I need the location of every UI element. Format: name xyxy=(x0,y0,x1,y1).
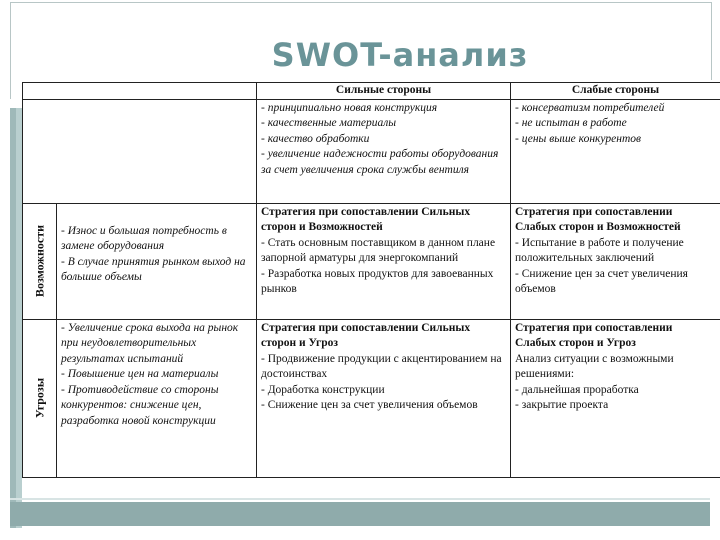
threat-item: - Повышение цен на материалы xyxy=(61,368,219,380)
slide-title: SWOT-анализ xyxy=(271,36,529,74)
threats-row xyxy=(23,319,720,477)
threats-label: Угрозы xyxy=(31,377,46,419)
opportunity-item: - В случае принятия рынком выход на большие объемы xyxy=(61,255,246,283)
weaknesses-header: Слабые стороны xyxy=(511,83,720,100)
wo-strategy-cell xyxy=(511,203,720,319)
opportunities-label: Возможности xyxy=(31,224,46,298)
so-strategy-heading: Стратегия при сопоставлении Сильных сторон и Возможностей xyxy=(261,205,471,233)
wt-strategy-item: - закрытие проекта xyxy=(515,399,609,411)
weakness-item: - не испытан в работе xyxy=(515,117,627,129)
decorative-side-bar-inner xyxy=(10,108,16,528)
opportunities-label-cell xyxy=(23,203,57,319)
header-row xyxy=(23,83,720,100)
opportunities-row xyxy=(23,203,720,319)
footer-bar xyxy=(10,502,710,526)
so-strategy-item: - Разработка новых продуктов для завоеванных рынков xyxy=(261,267,494,295)
st-strategy-cell xyxy=(257,319,511,477)
wo-strategy-item: - Снижение цен за счет увеличения объемов xyxy=(515,267,688,295)
wo-strategy-item: - Испытание в работе и получение положительных заключений xyxy=(515,236,684,264)
st-strategy-item: - Доработка конструкции xyxy=(261,383,385,396)
threats-cell xyxy=(57,319,257,477)
wt-strategy-item: - дальнейшая проработка xyxy=(515,383,639,396)
strength-item: - принципиально новая конструкция xyxy=(261,101,438,114)
wt-strategy-intro: Анализ ситуации с возможными решениями: xyxy=(515,352,674,380)
weakness-item: - цены выше конкурентов xyxy=(515,132,641,145)
weaknesses-cell xyxy=(511,99,720,203)
threats-label-cell xyxy=(23,319,57,477)
strength-item: - увеличение надежности работы оборудования за счет увеличения срока службы вентиля xyxy=(261,148,499,176)
st-strategy-item: - Продвижение продукции с акцентированием на достоинствах xyxy=(261,352,502,380)
wo-strategy-heading: Стратегия при сопоставлении Слабых сторон и Возможностей xyxy=(515,205,681,233)
st-strategy-heading: Стратегия при сопоставлении Сильных сторон и Угроз xyxy=(261,321,471,349)
threat-item: - Противодействие со стороны конкурентов: снижение цен, разработка новой конструкции xyxy=(61,383,219,427)
empty-corner-cell xyxy=(23,99,257,203)
so-strategy-cell xyxy=(257,203,511,319)
strength-item: - качественные материалы xyxy=(261,117,397,129)
opportunities-cell xyxy=(57,203,257,319)
swot-table xyxy=(22,82,720,478)
wt-strategy-cell xyxy=(511,319,720,477)
st-strategy-item: - Снижение цен за счет увеличения объемов xyxy=(261,399,478,411)
threat-item: - Увеличение срока выхода на рынок при неудовлетворительных результатах испытаний xyxy=(61,321,239,365)
footer-line xyxy=(10,498,710,500)
empty-header-cell xyxy=(23,83,257,100)
so-strategy-item: - Стать основным поставщиком в данном плане запорной арматуры для энергокомпаний xyxy=(261,236,496,264)
wt-strategy-heading: Стратегия при сопоставлении Слабых сторон и Угроз xyxy=(515,321,673,349)
strength-item: - качество обработки xyxy=(261,132,370,145)
strengths-header: Сильные стороны xyxy=(257,83,511,100)
opportunity-item: - Износ и большая потребность в замене оборудования xyxy=(61,224,227,252)
strengths-weaknesses-row xyxy=(23,99,720,203)
strengths-cell xyxy=(257,99,511,203)
weakness-item: - консерватизм потребителей xyxy=(515,101,665,114)
